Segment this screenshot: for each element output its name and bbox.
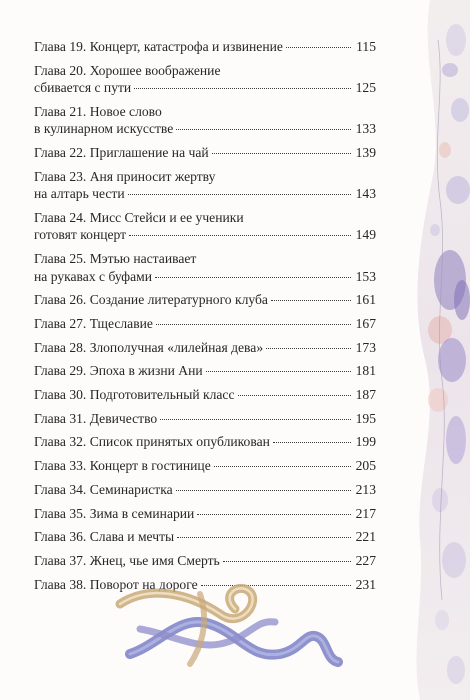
toc-page-number: 199 — [355, 434, 376, 450]
toc-page-number: 153 — [355, 268, 376, 284]
toc-entry-title-line: Глава 21. Новое слово — [34, 103, 162, 119]
ribbon-flourish-ornament — [100, 574, 350, 674]
dot-leader — [176, 490, 351, 491]
toc-entry-title-line: Глава 33. Концерт в гостинице — [34, 458, 211, 474]
toc-page-number: 173 — [355, 339, 376, 355]
toc-entry-title-line: Глава 25. Мэтью настаивает — [34, 251, 197, 267]
toc-page-number: 221 — [355, 529, 376, 545]
toc-page-number: 167 — [355, 316, 376, 331]
toc-page-number: 139 — [355, 145, 376, 161]
table-of-contents — [34, 38, 376, 599]
toc-entry-title-line: Глава 37. Жнец, чье имя Смерть — [34, 552, 220, 568]
dot-leader — [156, 324, 351, 325]
toc-entry-title-line: сбивается с пути — [34, 80, 132, 96]
toc-entry — [34, 168, 376, 203]
toc-page-number: 217 — [355, 505, 376, 521]
dot-leader — [273, 442, 351, 443]
toc-entry-title-line: готовят концерт — [34, 227, 127, 243]
toc-entry — [34, 209, 376, 244]
dot-leader — [212, 153, 351, 154]
toc-page-number: 231 — [355, 576, 376, 592]
toc-entry — [34, 38, 376, 56]
dot-leader — [197, 514, 351, 515]
toc-entry-title-line: Глава 23. Аня приносит жертву — [34, 168, 216, 184]
dot-leader — [214, 466, 351, 467]
toc-page-number: 125 — [355, 80, 376, 96]
dot-leader — [160, 419, 351, 420]
toc-entry-title-line: Глава 34. Семинаристка — [34, 481, 173, 497]
toc-entry-title-line: Глава 31. Девичество — [34, 410, 158, 426]
toc-entry — [34, 528, 376, 546]
toc-entry-title-line: Глава 26. Создание литературного клуба — [34, 292, 268, 308]
toc-entry-title-line: на алтарь чести — [34, 186, 125, 202]
dot-leader — [206, 371, 351, 372]
dot-leader — [134, 88, 351, 89]
toc-entry — [34, 315, 376, 333]
toc-page-number: 195 — [355, 410, 376, 426]
toc-entry-title-line: на рукавах с буфами — [34, 268, 153, 284]
toc-entry-title-line: Глава 36. Слава и мечты — [34, 529, 175, 545]
toc-page-number: 205 — [355, 458, 376, 474]
toc-page-number: 213 — [355, 481, 376, 497]
dot-leader — [238, 395, 352, 396]
toc-entry — [34, 144, 376, 162]
toc-entry — [34, 552, 376, 570]
toc-entry — [34, 250, 376, 285]
toc-page-number: 115 — [356, 39, 376, 54]
dot-leader — [223, 561, 351, 562]
toc-entry-title-line: Глава 19. Концерт, катастрофа и извинение — [34, 39, 283, 54]
toc-entry-title-line: Глава 20. Хорошее воображение — [34, 62, 221, 78]
toc-page-number: 143 — [355, 186, 376, 202]
toc-page-number: 181 — [355, 363, 376, 379]
toc-entry-title-line: Глава 38. Поворот на дороге — [34, 576, 198, 592]
toc-entry — [34, 410, 376, 428]
dot-leader — [176, 129, 351, 130]
dot-leader — [155, 277, 351, 278]
dot-leader — [266, 348, 351, 349]
toc-entry — [34, 457, 376, 475]
toc-page-number: 161 — [355, 292, 376, 308]
toc-entry-title-line: Глава 27. Тщеславие — [34, 316, 153, 331]
dot-leader — [271, 300, 351, 301]
toc-entry — [34, 362, 376, 380]
toc-entry-title-line: Глава 28. Злополучная «лилейная дева» — [34, 339, 264, 355]
toc-entry-title-line: Глава 35. Зима в семинарии — [34, 505, 195, 521]
dot-leader — [129, 235, 351, 236]
toc-entry — [34, 505, 376, 523]
toc-entry-title-line: Глава 22. Приглашение на чай — [34, 145, 209, 161]
toc-entry-title-line: Глава 24. Мисс Стейси и ее ученики — [34, 209, 244, 225]
dot-leader — [128, 194, 351, 195]
dot-leader — [286, 47, 351, 48]
toc-entry — [34, 103, 376, 138]
toc-entry — [34, 62, 376, 97]
toc-page-number: 187 — [355, 387, 376, 403]
toc-entry — [34, 481, 376, 499]
toc-page-number: 149 — [355, 227, 376, 243]
toc-entry — [34, 433, 376, 451]
toc-entry-title-line: в кулинарном искусстве — [34, 121, 174, 137]
toc-entry-title-line: Глава 29. Эпоха в жизни Ани — [34, 363, 203, 379]
watercolor-floral-border — [390, 0, 470, 700]
toc-page-number: 227 — [355, 552, 376, 568]
toc-entry-title-line: Глава 32. Список принятых опубликован — [34, 434, 270, 450]
dot-leader — [177, 537, 351, 538]
toc-entry-title-line: Глава 30. Подготовительный класс — [34, 387, 235, 403]
toc-entry — [34, 339, 376, 357]
toc-entry — [34, 291, 376, 309]
toc-page-number: 133 — [355, 121, 376, 137]
toc-entry — [34, 386, 376, 404]
